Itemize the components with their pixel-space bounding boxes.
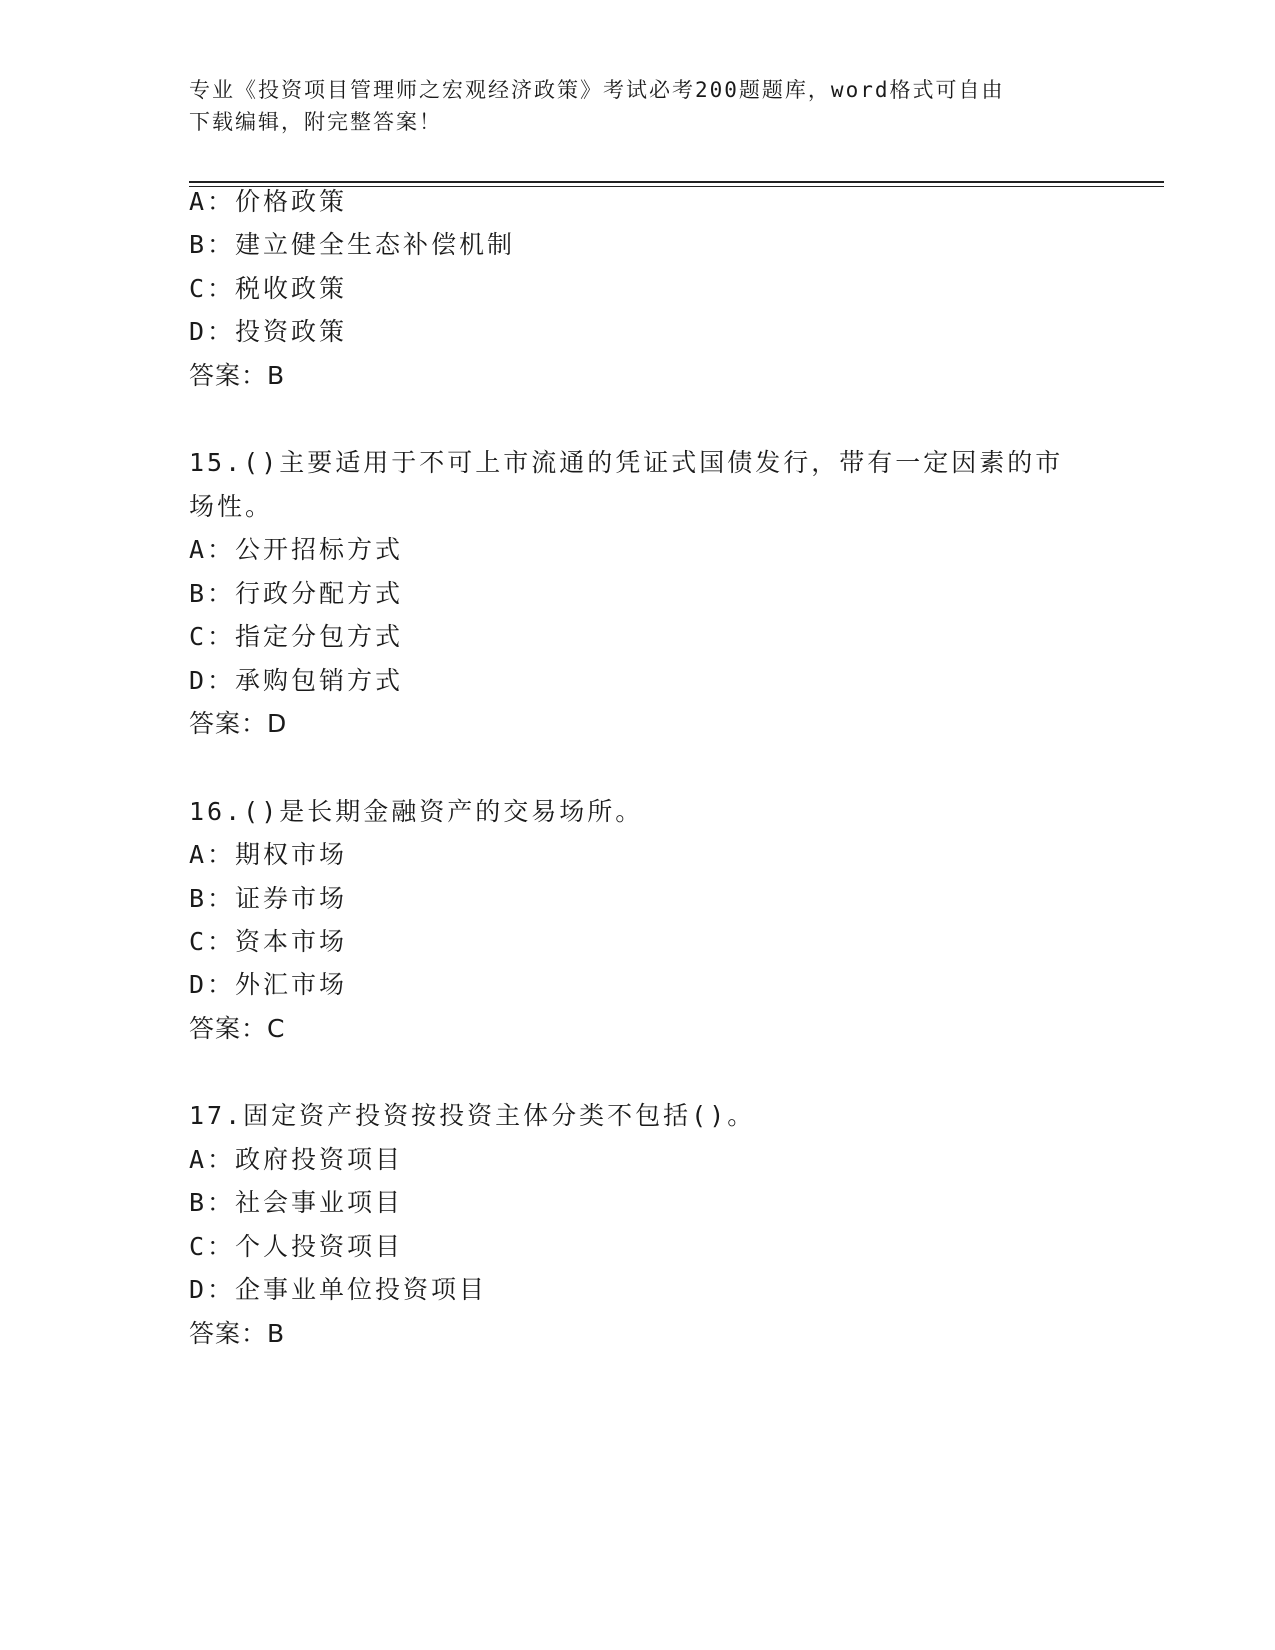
question-stem: 15.()主要适用于不可上市流通的凭证式国债发行，带有一定因素的市 xyxy=(189,448,1064,477)
option-d: D：投资政策 xyxy=(189,317,348,346)
option-c: C：指定分包方式 xyxy=(189,622,404,651)
option-c: C：税收政策 xyxy=(189,274,348,303)
header-divider-thick xyxy=(189,181,1164,183)
header-line-2: 下载编辑，附完整答案！ xyxy=(189,110,442,134)
question-stem: 17.固定资产投资按投资主体分类不包括()。 xyxy=(189,1101,756,1130)
answer-line: 答案：B xyxy=(189,1319,286,1348)
header-line-1: 专业《投资项目管理师之宏观经济政策》考试必考200题题库，word格式可自由 xyxy=(189,78,1005,102)
option-c: C：个人投资项目 xyxy=(189,1232,404,1261)
option-d: D：企事业单位投资项目 xyxy=(189,1275,488,1304)
option-a: A：价格政策 xyxy=(189,187,348,216)
option-d: D：承购包销方式 xyxy=(189,666,404,695)
answer-line: 答案：C xyxy=(189,1014,286,1043)
option-a: A：政府投资项目 xyxy=(189,1145,404,1174)
option-d: D：外汇市场 xyxy=(189,970,348,999)
answer-line: 答案：D xyxy=(189,709,288,738)
option-b: B：建立健全生态补偿机制 xyxy=(189,230,516,259)
answer-line: 答案：B xyxy=(189,361,286,390)
document-header xyxy=(189,74,1089,138)
question-stem: 16.()是长期金融资产的交易场所。 xyxy=(189,797,644,826)
option-b: B：行政分配方式 xyxy=(189,579,404,608)
option-b: B：社会事业项目 xyxy=(189,1188,404,1217)
option-a: A：期权市场 xyxy=(189,840,348,869)
document-page xyxy=(189,0,1165,1650)
option-b: B：证券市场 xyxy=(189,884,348,913)
question-stem-continued: 场性。 xyxy=(189,492,274,521)
option-a: A：公开招标方式 xyxy=(189,535,404,564)
option-c: C：资本市场 xyxy=(189,927,348,956)
